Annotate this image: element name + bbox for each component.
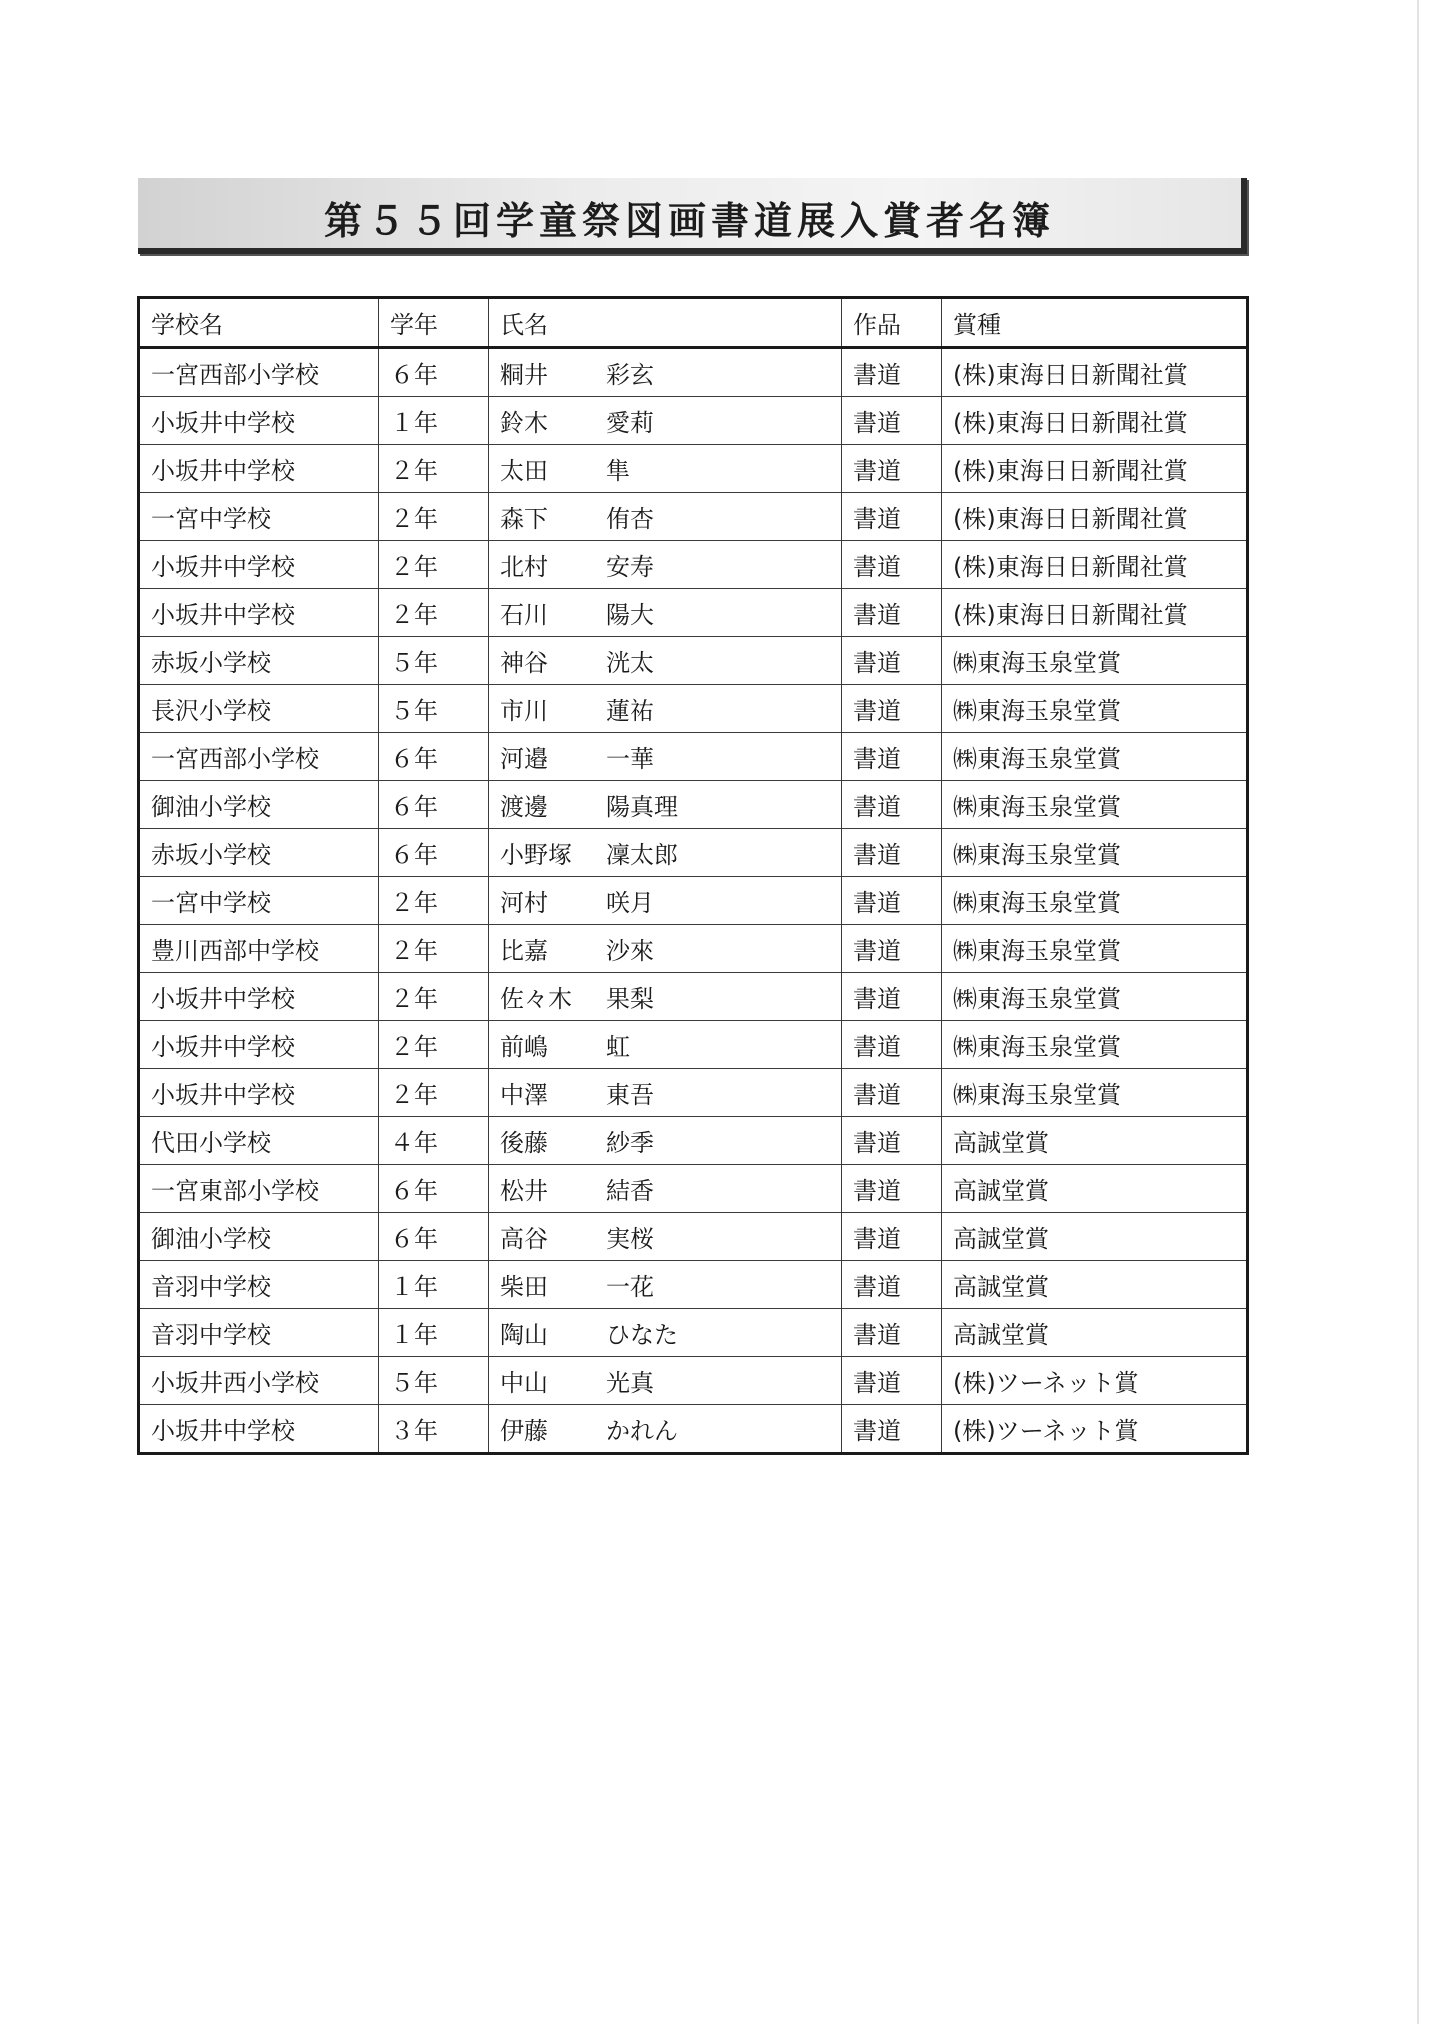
cell-award: (株)ツーネット賞 xyxy=(942,1357,1248,1405)
table-row xyxy=(139,1117,1248,1165)
surname: 比嘉 xyxy=(500,937,548,965)
cell-grade: ６年 xyxy=(379,1213,489,1261)
table-row xyxy=(139,397,1248,445)
cell-award: ㈱東海玉泉堂賞 xyxy=(942,1069,1248,1117)
table-row xyxy=(139,1261,1248,1309)
cell-work: 書道 xyxy=(842,973,942,1021)
cell-name xyxy=(489,397,842,445)
surname: 北村 xyxy=(500,553,548,581)
cell-name xyxy=(489,589,842,637)
table-row xyxy=(139,1309,1248,1357)
given-name: 一花 xyxy=(606,1273,654,1301)
cell-school: 小坂井中学校 xyxy=(139,541,379,589)
cell-grade: ６年 xyxy=(379,781,489,829)
table-row xyxy=(139,589,1248,637)
given-name: 洸太 xyxy=(606,649,654,677)
table-row xyxy=(139,1213,1248,1261)
cell-award: ㈱東海玉泉堂賞 xyxy=(942,781,1248,829)
table-row xyxy=(139,877,1248,925)
table-row xyxy=(139,733,1248,781)
cell-work: 書道 xyxy=(842,829,942,877)
header-work: 作品 xyxy=(842,298,942,348)
cell-school: 豊川西部中学校 xyxy=(139,925,379,973)
cell-work: 書道 xyxy=(842,589,942,637)
cell-work: 書道 xyxy=(842,1165,942,1213)
cell-grade: ２年 xyxy=(379,1069,489,1117)
cell-grade: ２年 xyxy=(379,925,489,973)
cell-school: 赤坂小学校 xyxy=(139,637,379,685)
surname: 前嶋 xyxy=(500,1033,548,1061)
given-name: 陽真理 xyxy=(606,793,678,821)
cell-school: 小坂井中学校 xyxy=(139,973,379,1021)
cell-name xyxy=(489,973,842,1021)
table-row xyxy=(139,1165,1248,1213)
title-banner xyxy=(138,178,1247,254)
surname: 河邉 xyxy=(500,745,548,773)
given-name: 一華 xyxy=(606,745,654,773)
given-name: 紗季 xyxy=(606,1129,654,1157)
page-edge xyxy=(1417,0,1419,2024)
cell-award: (株)東海日日新聞社賞 xyxy=(942,348,1248,397)
surname: 佐々木 xyxy=(500,985,572,1013)
cell-work: 書道 xyxy=(842,1021,942,1069)
cell-grade: ２年 xyxy=(379,493,489,541)
surname: 太田 xyxy=(500,457,548,485)
cell-award: ㈱東海玉泉堂賞 xyxy=(942,1021,1248,1069)
cell-work: 書道 xyxy=(842,781,942,829)
given-name: 蓮祐 xyxy=(606,697,654,725)
cell-school: 小坂井中学校 xyxy=(139,1405,379,1454)
cell-award: 高誠堂賞 xyxy=(942,1261,1248,1309)
cell-work: 書道 xyxy=(842,493,942,541)
header-grade: 学年 xyxy=(379,298,489,348)
table-row xyxy=(139,637,1248,685)
cell-work: 書道 xyxy=(842,637,942,685)
cell-award: ㈱東海玉泉堂賞 xyxy=(942,877,1248,925)
cell-school: 代田小学校 xyxy=(139,1117,379,1165)
table-row xyxy=(139,1069,1248,1117)
cell-grade: ２年 xyxy=(379,445,489,493)
table-row xyxy=(139,1357,1248,1405)
table-body xyxy=(139,348,1248,1454)
cell-grade: ２年 xyxy=(379,877,489,925)
cell-grade: ３年 xyxy=(379,1405,489,1454)
given-name: 結香 xyxy=(606,1177,654,1205)
surname: 中澤 xyxy=(500,1081,548,1109)
cell-award: (株)東海日日新聞社賞 xyxy=(942,445,1248,493)
surname: 市川 xyxy=(500,697,548,725)
cell-name xyxy=(489,733,842,781)
header-row xyxy=(139,298,1248,348)
cell-grade: ５年 xyxy=(379,685,489,733)
table-row xyxy=(139,685,1248,733)
surname: 鈴木 xyxy=(500,409,548,437)
page-title: 第５５回学童祭図画書道展入賞者名簿 xyxy=(323,199,1055,243)
cell-award: (株)東海日日新聞社賞 xyxy=(942,589,1248,637)
cell-name xyxy=(489,877,842,925)
cell-grade: ２年 xyxy=(379,541,489,589)
cell-award: ㈱東海玉泉堂賞 xyxy=(942,637,1248,685)
cell-work: 書道 xyxy=(842,1357,942,1405)
cell-school: 小坂井西小学校 xyxy=(139,1357,379,1405)
cell-school: 音羽中学校 xyxy=(139,1261,379,1309)
given-name: 隼 xyxy=(606,457,630,485)
table-row xyxy=(139,1405,1248,1454)
surname: 柴田 xyxy=(500,1273,548,1301)
surname: 河村 xyxy=(500,889,548,917)
cell-award: ㈱東海玉泉堂賞 xyxy=(942,925,1248,973)
surname: 粡井 xyxy=(500,361,548,389)
given-name: 彩玄 xyxy=(606,361,654,389)
surname: 神谷 xyxy=(500,649,548,677)
table-row xyxy=(139,1021,1248,1069)
cell-grade: ６年 xyxy=(379,733,489,781)
cell-grade: １年 xyxy=(379,1261,489,1309)
cell-school: 一宮西部小学校 xyxy=(139,733,379,781)
surname: 小野塚 xyxy=(500,841,572,869)
table-row xyxy=(139,973,1248,1021)
cell-name xyxy=(489,685,842,733)
given-name: ひなた xyxy=(606,1321,678,1349)
given-name: 沙來 xyxy=(606,937,654,965)
cell-award: (株)東海日日新聞社賞 xyxy=(942,493,1248,541)
cell-award: 高誠堂賞 xyxy=(942,1309,1248,1357)
cell-award: (株)ツーネット賞 xyxy=(942,1405,1248,1454)
cell-name xyxy=(489,1261,842,1309)
cell-school: 一宮東部小学校 xyxy=(139,1165,379,1213)
cell-award: 高誠堂賞 xyxy=(942,1117,1248,1165)
cell-work: 書道 xyxy=(842,541,942,589)
cell-school: 御油小学校 xyxy=(139,781,379,829)
cell-grade: ６年 xyxy=(379,348,489,397)
cell-school: 赤坂小学校 xyxy=(139,829,379,877)
surname: 後藤 xyxy=(500,1129,548,1157)
cell-grade: ２年 xyxy=(379,973,489,1021)
cell-grade: ６年 xyxy=(379,829,489,877)
table-row xyxy=(139,925,1248,973)
surname: 伊藤 xyxy=(500,1417,548,1445)
cell-work: 書道 xyxy=(842,1405,942,1454)
table-row xyxy=(139,829,1248,877)
given-name: 安寿 xyxy=(606,553,654,581)
table-row xyxy=(139,493,1248,541)
cell-award: (株)東海日日新聞社賞 xyxy=(942,397,1248,445)
cell-grade: ５年 xyxy=(379,637,489,685)
cell-award: 高誠堂賞 xyxy=(942,1213,1248,1261)
cell-name xyxy=(489,541,842,589)
given-name: 凜太郎 xyxy=(606,841,678,869)
given-name: 光真 xyxy=(606,1369,654,1397)
cell-work: 書道 xyxy=(842,445,942,493)
given-name: 実桜 xyxy=(606,1225,654,1253)
surname: 高谷 xyxy=(500,1225,548,1253)
cell-name xyxy=(489,1021,842,1069)
cell-work: 書道 xyxy=(842,1117,942,1165)
cell-work: 書道 xyxy=(842,1261,942,1309)
given-name: かれん xyxy=(606,1417,678,1445)
given-name: 愛莉 xyxy=(606,409,654,437)
cell-name xyxy=(489,781,842,829)
cell-school: 小坂井中学校 xyxy=(139,445,379,493)
table-row xyxy=(139,781,1248,829)
cell-work: 書道 xyxy=(842,1213,942,1261)
cell-name xyxy=(489,1405,842,1454)
table-row xyxy=(139,445,1248,493)
cell-work: 書道 xyxy=(842,877,942,925)
given-name: 東吾 xyxy=(606,1081,654,1109)
cell-grade: ５年 xyxy=(379,1357,489,1405)
cell-work: 書道 xyxy=(842,1309,942,1357)
cell-name xyxy=(489,829,842,877)
surname: 森下 xyxy=(500,505,548,533)
cell-name xyxy=(489,1357,842,1405)
surname: 陶山 xyxy=(500,1321,548,1349)
cell-name xyxy=(489,1309,842,1357)
cell-award: ㈱東海玉泉堂賞 xyxy=(942,973,1248,1021)
cell-school: 長沢小学校 xyxy=(139,685,379,733)
header-award: 賞種 xyxy=(942,298,1248,348)
cell-grade: １年 xyxy=(379,1309,489,1357)
cell-work: 書道 xyxy=(842,925,942,973)
table-row xyxy=(139,541,1248,589)
cell-school: 音羽中学校 xyxy=(139,1309,379,1357)
surname: 松井 xyxy=(500,1177,548,1205)
cell-grade: ２年 xyxy=(379,589,489,637)
given-name: 果梨 xyxy=(606,985,654,1013)
cell-name xyxy=(489,1069,842,1117)
cell-name xyxy=(489,925,842,973)
cell-school: 小坂井中学校 xyxy=(139,1069,379,1117)
cell-work: 書道 xyxy=(842,1069,942,1117)
header-name: 氏名 xyxy=(489,298,842,348)
cell-grade: ４年 xyxy=(379,1117,489,1165)
given-name: 咲月 xyxy=(606,889,654,917)
cell-name xyxy=(489,493,842,541)
given-name: 虹 xyxy=(606,1033,630,1061)
cell-grade: ２年 xyxy=(379,1021,489,1069)
cell-award: ㈱東海玉泉堂賞 xyxy=(942,829,1248,877)
cell-name xyxy=(489,637,842,685)
awardee-table xyxy=(137,296,1249,1455)
cell-work: 書道 xyxy=(842,348,942,397)
cell-name xyxy=(489,348,842,397)
cell-grade: １年 xyxy=(379,397,489,445)
cell-school: 一宮中学校 xyxy=(139,877,379,925)
cell-school: 小坂井中学校 xyxy=(139,397,379,445)
surname: 石川 xyxy=(500,601,548,629)
cell-work: 書道 xyxy=(842,733,942,781)
header-school: 学校名 xyxy=(139,298,379,348)
cell-school: 一宮中学校 xyxy=(139,493,379,541)
cell-work: 書道 xyxy=(842,685,942,733)
cell-name xyxy=(489,1117,842,1165)
cell-name xyxy=(489,1165,842,1213)
given-name: 陽大 xyxy=(606,601,654,629)
cell-name xyxy=(489,445,842,493)
cell-work: 書道 xyxy=(842,397,942,445)
cell-award: ㈱東海玉泉堂賞 xyxy=(942,685,1248,733)
cell-name xyxy=(489,1213,842,1261)
table-row xyxy=(139,348,1248,397)
cell-grade: ６年 xyxy=(379,1165,489,1213)
surname: 渡邊 xyxy=(500,793,548,821)
surname: 中山 xyxy=(500,1369,548,1397)
cell-award: ㈱東海玉泉堂賞 xyxy=(942,733,1248,781)
cell-school: 小坂井中学校 xyxy=(139,1021,379,1069)
cell-award: (株)東海日日新聞社賞 xyxy=(942,541,1248,589)
cell-award: 高誠堂賞 xyxy=(942,1165,1248,1213)
cell-school: 小坂井中学校 xyxy=(139,589,379,637)
cell-school: 御油小学校 xyxy=(139,1213,379,1261)
given-name: 侑杏 xyxy=(606,505,654,533)
cell-school: 一宮西部小学校 xyxy=(139,348,379,397)
table-header xyxy=(139,298,1248,348)
